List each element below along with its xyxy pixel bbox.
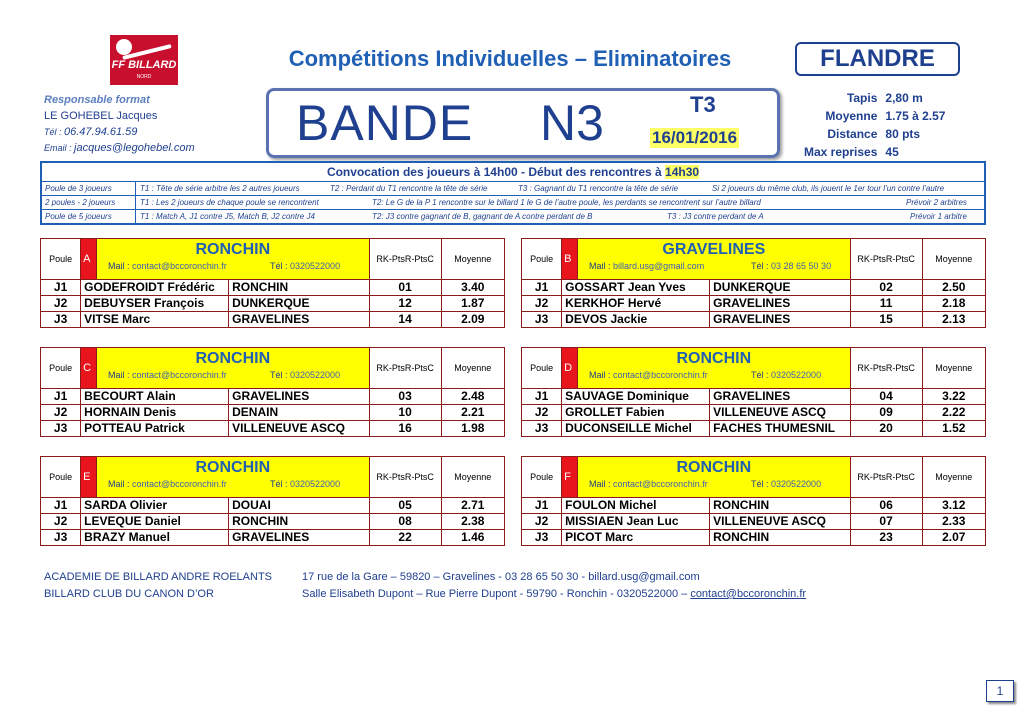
moyenne-header: Moyenne (922, 239, 985, 280)
mail-label: Mail : (589, 370, 614, 380)
convocation-header (42, 163, 984, 182)
player-rank: 07 (850, 514, 922, 530)
table-row (522, 405, 986, 421)
table-row (522, 514, 986, 530)
footer-email-link[interactable]: contact@bccoronchin.fr (690, 588, 807, 600)
tel-label: Tél : (270, 261, 291, 271)
player-club: VILLENEUVE ASCQ (229, 421, 370, 437)
player-name: GOSSART Jean Yves (562, 280, 710, 296)
player-club: RONCHIN (710, 530, 851, 546)
param-key: Max reprises (804, 145, 878, 159)
responsable-name: LE GOHEBEL Jacques (44, 110, 158, 122)
club-name: RONCHIN (195, 241, 271, 258)
tour: T3 (690, 92, 716, 117)
poule-club (578, 239, 851, 280)
player-slot: J1 (41, 389, 81, 405)
table-row (41, 280, 505, 296)
rk-header: RK-PtsR-PtsC (369, 239, 441, 280)
club-name: RONCHIN (676, 350, 752, 367)
player-slot: J2 (41, 405, 81, 421)
player-moyenne: 1.46 (441, 530, 504, 546)
tel-label: Tél : (270, 479, 291, 489)
club-contact (581, 259, 847, 273)
poule-letter: F (562, 457, 578, 498)
player-rank: 11 (850, 296, 922, 312)
player-slot: J3 (41, 421, 81, 437)
club-mail[interactable]: contact@bccoronchin.fr (613, 479, 708, 489)
club-mail[interactable]: contact@bccoronchin.fr (132, 370, 227, 380)
moyenne-header: Moyenne (441, 239, 504, 280)
player-slot: J3 (41, 312, 81, 328)
rule-cell: Prévoir 2 arbitres (906, 198, 967, 207)
table-row (41, 498, 505, 514)
player-slot: J2 (522, 296, 562, 312)
player-name: DUCONSEILLE Michel (562, 421, 710, 437)
moyenne-header: Moyenne (922, 457, 985, 498)
poule-letter: A (81, 239, 97, 280)
rule-cell: T2: Le G de la P 1 rencontre sur le billard 1 le G de l’autre poule, les perdants se rencontrent sur l’autre billard (372, 198, 761, 207)
mail-label: Mail : (589, 261, 614, 271)
player-moyenne: 1.98 (441, 421, 504, 437)
logo-sub: NORD (136, 74, 152, 80)
table-row (41, 405, 505, 421)
player-slot: J1 (522, 498, 562, 514)
player-name: LEVEQUE Daniel (81, 514, 229, 530)
param-value: 80 pts (885, 127, 921, 141)
player-club: DUNKERQUE (710, 280, 851, 296)
club-mail[interactable]: contact@bccoronchin.fr (132, 261, 227, 271)
tel-label: Tél : (751, 370, 772, 380)
mail-label: Mail : (589, 479, 614, 489)
player-moyenne: 2.22 (922, 405, 985, 421)
player-moyenne: 1.87 (441, 296, 504, 312)
player-rank: 20 (850, 421, 922, 437)
responsable-tel: 06.47.94.61.59 (64, 126, 138, 138)
player-moyenne: 3.22 (922, 389, 985, 405)
discipline: BANDE (296, 95, 474, 151)
player-rank: 05 (369, 498, 441, 514)
moyenne-header: Moyenne (922, 348, 985, 389)
date: 16/01/2016 (652, 128, 738, 147)
poule-club (97, 348, 370, 389)
footer-club-address (302, 588, 806, 600)
club-tel: 0320522000 (290, 261, 341, 271)
poule-club (578, 457, 851, 498)
poule-table (40, 238, 505, 328)
tel-label: Tél : (44, 127, 65, 137)
rule-row (42, 210, 984, 223)
param-value: 2,80 m (885, 91, 923, 105)
rk-header: RK-PtsR-PtsC (369, 348, 441, 389)
club-contact (581, 477, 847, 491)
footer-club-name: ACADEMIE DE BILLARD ANDRE ROELANTS (44, 571, 273, 583)
poule-letter: E (81, 457, 97, 498)
player-rank: 22 (369, 530, 441, 546)
player-slot: J3 (522, 421, 562, 437)
player-rank: 01 (369, 280, 441, 296)
player-name: BRAZY Manuel (81, 530, 229, 546)
param-key: Distance (827, 127, 878, 141)
player-slot: J3 (522, 530, 562, 546)
region-badge: FLANDRE (795, 42, 960, 76)
club-tel: 0320522000 (771, 479, 822, 489)
poule-letter: B (562, 239, 578, 280)
rule-row (42, 182, 984, 196)
page-title: Compétitions Individuelles – Eliminatoires (288, 46, 732, 71)
poule-label: Poule (41, 457, 81, 498)
player-name: POTTEAU Patrick (81, 421, 229, 437)
club-name: RONCHIN (676, 459, 752, 476)
player-slot: J2 (522, 405, 562, 421)
responsable-label: Responsable format (44, 94, 150, 106)
club-name: RONCHIN (195, 350, 271, 367)
player-slot: J3 (522, 312, 562, 328)
player-slot: J1 (41, 498, 81, 514)
player-rank: 16 (369, 421, 441, 437)
table-row (41, 421, 505, 437)
table-row (41, 530, 505, 546)
param-key: Tapis (846, 91, 878, 105)
convocation-time: 14h30 (665, 165, 700, 179)
player-club: VILLENEUVE ASCQ (710, 405, 851, 421)
table-row (522, 498, 986, 514)
player-slot: J2 (41, 514, 81, 530)
param-value: 45 (885, 145, 899, 159)
player-club: GRAVELINES (710, 296, 851, 312)
player-moyenne: 2.21 (441, 405, 504, 421)
player-slot: J3 (41, 530, 81, 546)
player-club: GRAVELINES (710, 312, 851, 328)
rule-cell: Poule de 3 joueurs (45, 182, 136, 195)
rk-header: RK-PtsR-PtsC (369, 457, 441, 498)
table-row (522, 530, 986, 546)
billiard-ball-icon (116, 39, 132, 55)
player-club: RONCHIN (229, 280, 370, 296)
poule-letter: C (81, 348, 97, 389)
rule-cell: Prévoir 1 arbitre (910, 212, 967, 221)
club-tel: 0320522000 (290, 479, 341, 489)
club-contact (100, 368, 366, 382)
player-slot: J1 (41, 280, 81, 296)
poule-label: Poule (522, 239, 562, 280)
poule-label: Poule (522, 457, 562, 498)
poule-label: Poule (41, 348, 81, 389)
rule-cell: Si 2 joueurs du même club, ils jouent le 1er tour l’un contre l’autre (712, 184, 945, 193)
params-table (800, 89, 949, 161)
footer-club-name: BILLARD CLUB DU CANON D’OR (44, 588, 214, 600)
table-row (522, 280, 986, 296)
poule-table (40, 347, 505, 437)
footer-address-text: Salle Elisabeth Dupont – Rue Pierre Dupont - 59790 - Ronchin - 0320522000 – (302, 588, 691, 600)
player-slot: J1 (522, 389, 562, 405)
club-mail[interactable]: contact@bccoronchin.fr (132, 479, 227, 489)
rule-row (42, 196, 984, 210)
poule-table (40, 456, 505, 546)
table-row (41, 514, 505, 530)
player-slot: J2 (522, 514, 562, 530)
player-rank: 14 (369, 312, 441, 328)
player-club: DUNKERQUE (229, 296, 370, 312)
player-slot: J1 (522, 280, 562, 296)
player-rank: 04 (850, 389, 922, 405)
logo-text: FF BILLARD (111, 59, 177, 71)
club-tel: 0320522000 (771, 370, 822, 380)
player-rank: 09 (850, 405, 922, 421)
player-name: GROLLET Fabien (562, 405, 710, 421)
rule-cell: 2 poules - 2 joueurs (45, 196, 136, 209)
player-name: DEVOS Jackie (562, 312, 710, 328)
player-rank: 23 (850, 530, 922, 546)
player-moyenne: 3.12 (922, 498, 985, 514)
rk-header: RK-PtsR-PtsC (850, 239, 922, 280)
player-moyenne: 2.38 (441, 514, 504, 530)
player-slot: J2 (41, 296, 81, 312)
table-row (522, 312, 986, 328)
poule-club (578, 348, 851, 389)
tel-label: Tél : (270, 370, 291, 380)
player-club: FACHES THUMESNIL (710, 421, 851, 437)
player-club: DENAIN (229, 405, 370, 421)
player-name: MISSIAEN Jean Luc (562, 514, 710, 530)
param-value: 1.75 à 2.57 (885, 109, 946, 123)
player-club: RONCHIN (710, 498, 851, 514)
responsable-block (44, 92, 195, 156)
player-club: RONCHIN (229, 514, 370, 530)
poule-label: Poule (522, 348, 562, 389)
rule-cell: T2 : Perdant du T1 rencontre la tête de série (330, 184, 488, 193)
club-name: RONCHIN (195, 459, 271, 476)
rule-cell: T1 : Les 2 joueurs de chaque poule se rencontrent (140, 198, 319, 207)
convocation-box (40, 161, 986, 225)
table-row (522, 421, 986, 437)
player-moyenne: 2.18 (922, 296, 985, 312)
rule-cell: Poule de 5 joueurs (45, 210, 136, 223)
player-moyenne: 3.40 (441, 280, 504, 296)
club-mail[interactable]: billard.usg@gmail.com (613, 261, 705, 271)
poule-club (97, 239, 370, 280)
table-row (41, 389, 505, 405)
player-rank: 10 (369, 405, 441, 421)
player-club: GRAVELINES (710, 389, 851, 405)
player-club: GRAVELINES (229, 389, 370, 405)
club-tel: 03 28 65 50 30 (771, 261, 832, 271)
mail-label: Mail : (108, 370, 133, 380)
player-name: BECOURT Alain (81, 389, 229, 405)
player-name: DEBUYSER François (81, 296, 229, 312)
rule-cell: T3 : J3 contre perdant de A (667, 212, 764, 221)
poule-club (97, 457, 370, 498)
player-moyenne: 2.33 (922, 514, 985, 530)
player-moyenne: 1.52 (922, 421, 985, 437)
rule-cell: T1 : Tête de série arbitre les 2 autres joueurs (140, 184, 300, 193)
poule-table (521, 456, 986, 546)
mail-label: Mail : (108, 479, 133, 489)
player-rank: 12 (369, 296, 441, 312)
club-contact (100, 477, 366, 491)
table-row (41, 296, 505, 312)
player-name: HORNAIN Denis (81, 405, 229, 421)
moyenne-header: Moyenne (441, 348, 504, 389)
page-number: 1 (986, 680, 1014, 702)
footer-club-address: 17 rue de la Gare – 59820 – Gravelines - 03 28 65 50 30 - billard.usg@gmail.com (302, 571, 700, 583)
convocation-text: Convocation des joueurs à 14h00 - Début des rencontres à (326, 165, 666, 179)
poule-letter: D (562, 348, 578, 389)
moyenne-header: Moyenne (441, 457, 504, 498)
responsable-email[interactable]: jacques@legohebel.com (74, 142, 195, 154)
club-tel: 0320522000 (290, 370, 341, 380)
club-contact (581, 368, 847, 382)
table-row (41, 312, 505, 328)
club-contact (100, 259, 366, 273)
param-key: Moyenne (825, 109, 878, 123)
player-name: GODEFROIDT Frédéric (81, 280, 229, 296)
ffbillard-logo (110, 35, 178, 85)
table-row (522, 389, 986, 405)
mail-label: Mail : (108, 261, 133, 271)
player-moyenne: 2.13 (922, 312, 985, 328)
tel-label: Tél : (751, 479, 772, 489)
player-moyenne: 2.09 (441, 312, 504, 328)
rule-cell: T2: J3 contre gagnant de B, gagnant de A contre perdant de B (372, 212, 593, 221)
player-club: DOUAI (229, 498, 370, 514)
rk-header: RK-PtsR-PtsC (850, 457, 922, 498)
player-rank: 15 (850, 312, 922, 328)
player-name: KERKHOF Hervé (562, 296, 710, 312)
email-label: Email : (44, 143, 75, 153)
player-moyenne: 2.71 (441, 498, 504, 514)
rule-cell: T3 : Gagnant du T1 rencontre la tête de série (518, 184, 679, 193)
player-name: PICOT Marc (562, 530, 710, 546)
player-name: SARDA Olivier (81, 498, 229, 514)
player-moyenne: 2.07 (922, 530, 985, 546)
player-name: SAUVAGE Dominique (562, 389, 710, 405)
club-mail[interactable]: contact@bccoronchin.fr (613, 370, 708, 380)
tel-label: Tél : (751, 261, 772, 271)
player-rank: 02 (850, 280, 922, 296)
player-moyenne: 2.50 (922, 280, 985, 296)
player-club: VILLENEUVE ASCQ (710, 514, 851, 530)
poule-table (521, 347, 986, 437)
club-name: GRAVELINES (662, 241, 766, 258)
player-club: GRAVELINES (229, 530, 370, 546)
level: N3 (540, 95, 604, 151)
poule-label: Poule (41, 239, 81, 280)
player-club: GRAVELINES (229, 312, 370, 328)
player-moyenne: 2.48 (441, 389, 504, 405)
player-rank: 08 (369, 514, 441, 530)
player-name: FOULON Michel (562, 498, 710, 514)
rule-cell: T1 : Match A, J1 contre J5, Match B, J2 contre J4 (140, 212, 315, 221)
player-rank: 06 (850, 498, 922, 514)
poule-table (521, 238, 986, 328)
player-name: VITSE Marc (81, 312, 229, 328)
rk-header: RK-PtsR-PtsC (850, 348, 922, 389)
table-row (522, 296, 986, 312)
player-rank: 03 (369, 389, 441, 405)
